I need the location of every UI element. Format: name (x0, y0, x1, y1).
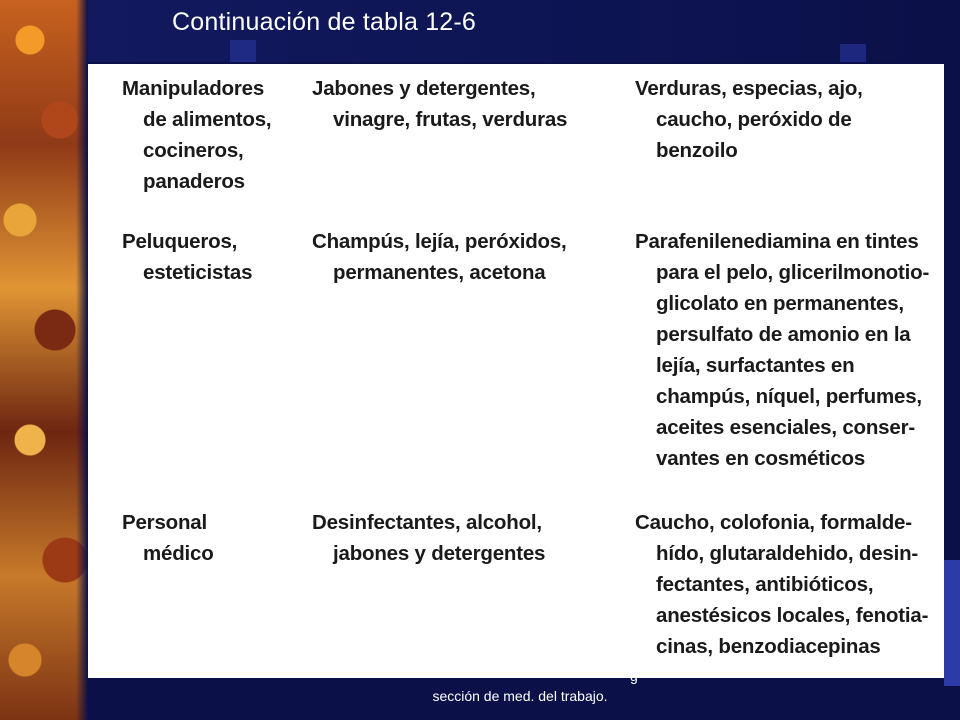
cell-line: Desinfectantes, alcohol, (312, 511, 542, 534)
cell-line: fectantes, antibióticos, (656, 573, 874, 596)
cell-line: Personal (122, 511, 207, 534)
irritants-cell (312, 507, 545, 569)
cell-line: de alimentos, (143, 108, 272, 131)
cell-line: permanentes, acetona (333, 261, 546, 284)
cell-line: aceites esenciales, conser- (656, 416, 915, 439)
cell-line: lejía, surfactantes en (656, 354, 855, 377)
occupation-cell (122, 226, 252, 288)
allergens-cell (635, 73, 863, 166)
irritants-cell (312, 73, 567, 135)
slide-title: Continuación de tabla 12-6 (172, 8, 477, 36)
cell-line: Champús, lejía, peróxidos, (312, 230, 567, 253)
allergen-table (88, 64, 944, 678)
cell-line: Peluqueros, (122, 230, 238, 253)
cell-line: vinagre, frutas, verduras (333, 108, 568, 131)
cell-line: Parafenilenediamina en tintes (635, 230, 919, 253)
cell-line: persulfato de amonio en la (656, 323, 911, 346)
cell-line: esteticistas (143, 261, 253, 284)
background-shape (840, 44, 866, 62)
cell-line: cocineros, (143, 139, 244, 162)
cell-line: hído, glutaraldehido, desin- (656, 542, 919, 565)
cell-line: vantes en cosméticos (656, 447, 866, 470)
cell-line: cinas, benzodiacepinas (656, 635, 881, 658)
cell-line: Jabones y detergentes, (312, 77, 536, 100)
cell-line: para el pelo, glicerilmonotio- (656, 261, 930, 284)
allergens-cell (635, 507, 928, 662)
background-shape (944, 560, 960, 686)
irritants-cell (312, 226, 567, 288)
cell-line: jabones y detergentes (333, 542, 546, 565)
occupation-cell (122, 507, 214, 569)
cell-line: champús, níquel, perfumes, (656, 385, 922, 408)
background-shape (230, 40, 256, 62)
slide-footer: sección de med. del trabajo. (432, 688, 608, 704)
cell-line: panaderos (143, 170, 245, 193)
cell-line: Manipuladores (122, 77, 265, 100)
cell-line: benzoilo (656, 139, 738, 162)
cell-line: médico (143, 542, 214, 565)
allergens-cell (635, 226, 929, 474)
cell-line: caucho, peróxido de (656, 108, 852, 131)
cell-line: glicolato en permanentes, (656, 292, 904, 315)
footer-fragment: g (630, 668, 638, 684)
cell-line: Caucho, colofonia, formalde- (635, 511, 912, 534)
occupation-cell (122, 73, 271, 197)
decorative-side-strip (0, 0, 88, 720)
cell-line: Verduras, especias, ajo, (635, 77, 863, 100)
cell-line: anestésicos locales, fenotia- (656, 604, 929, 627)
